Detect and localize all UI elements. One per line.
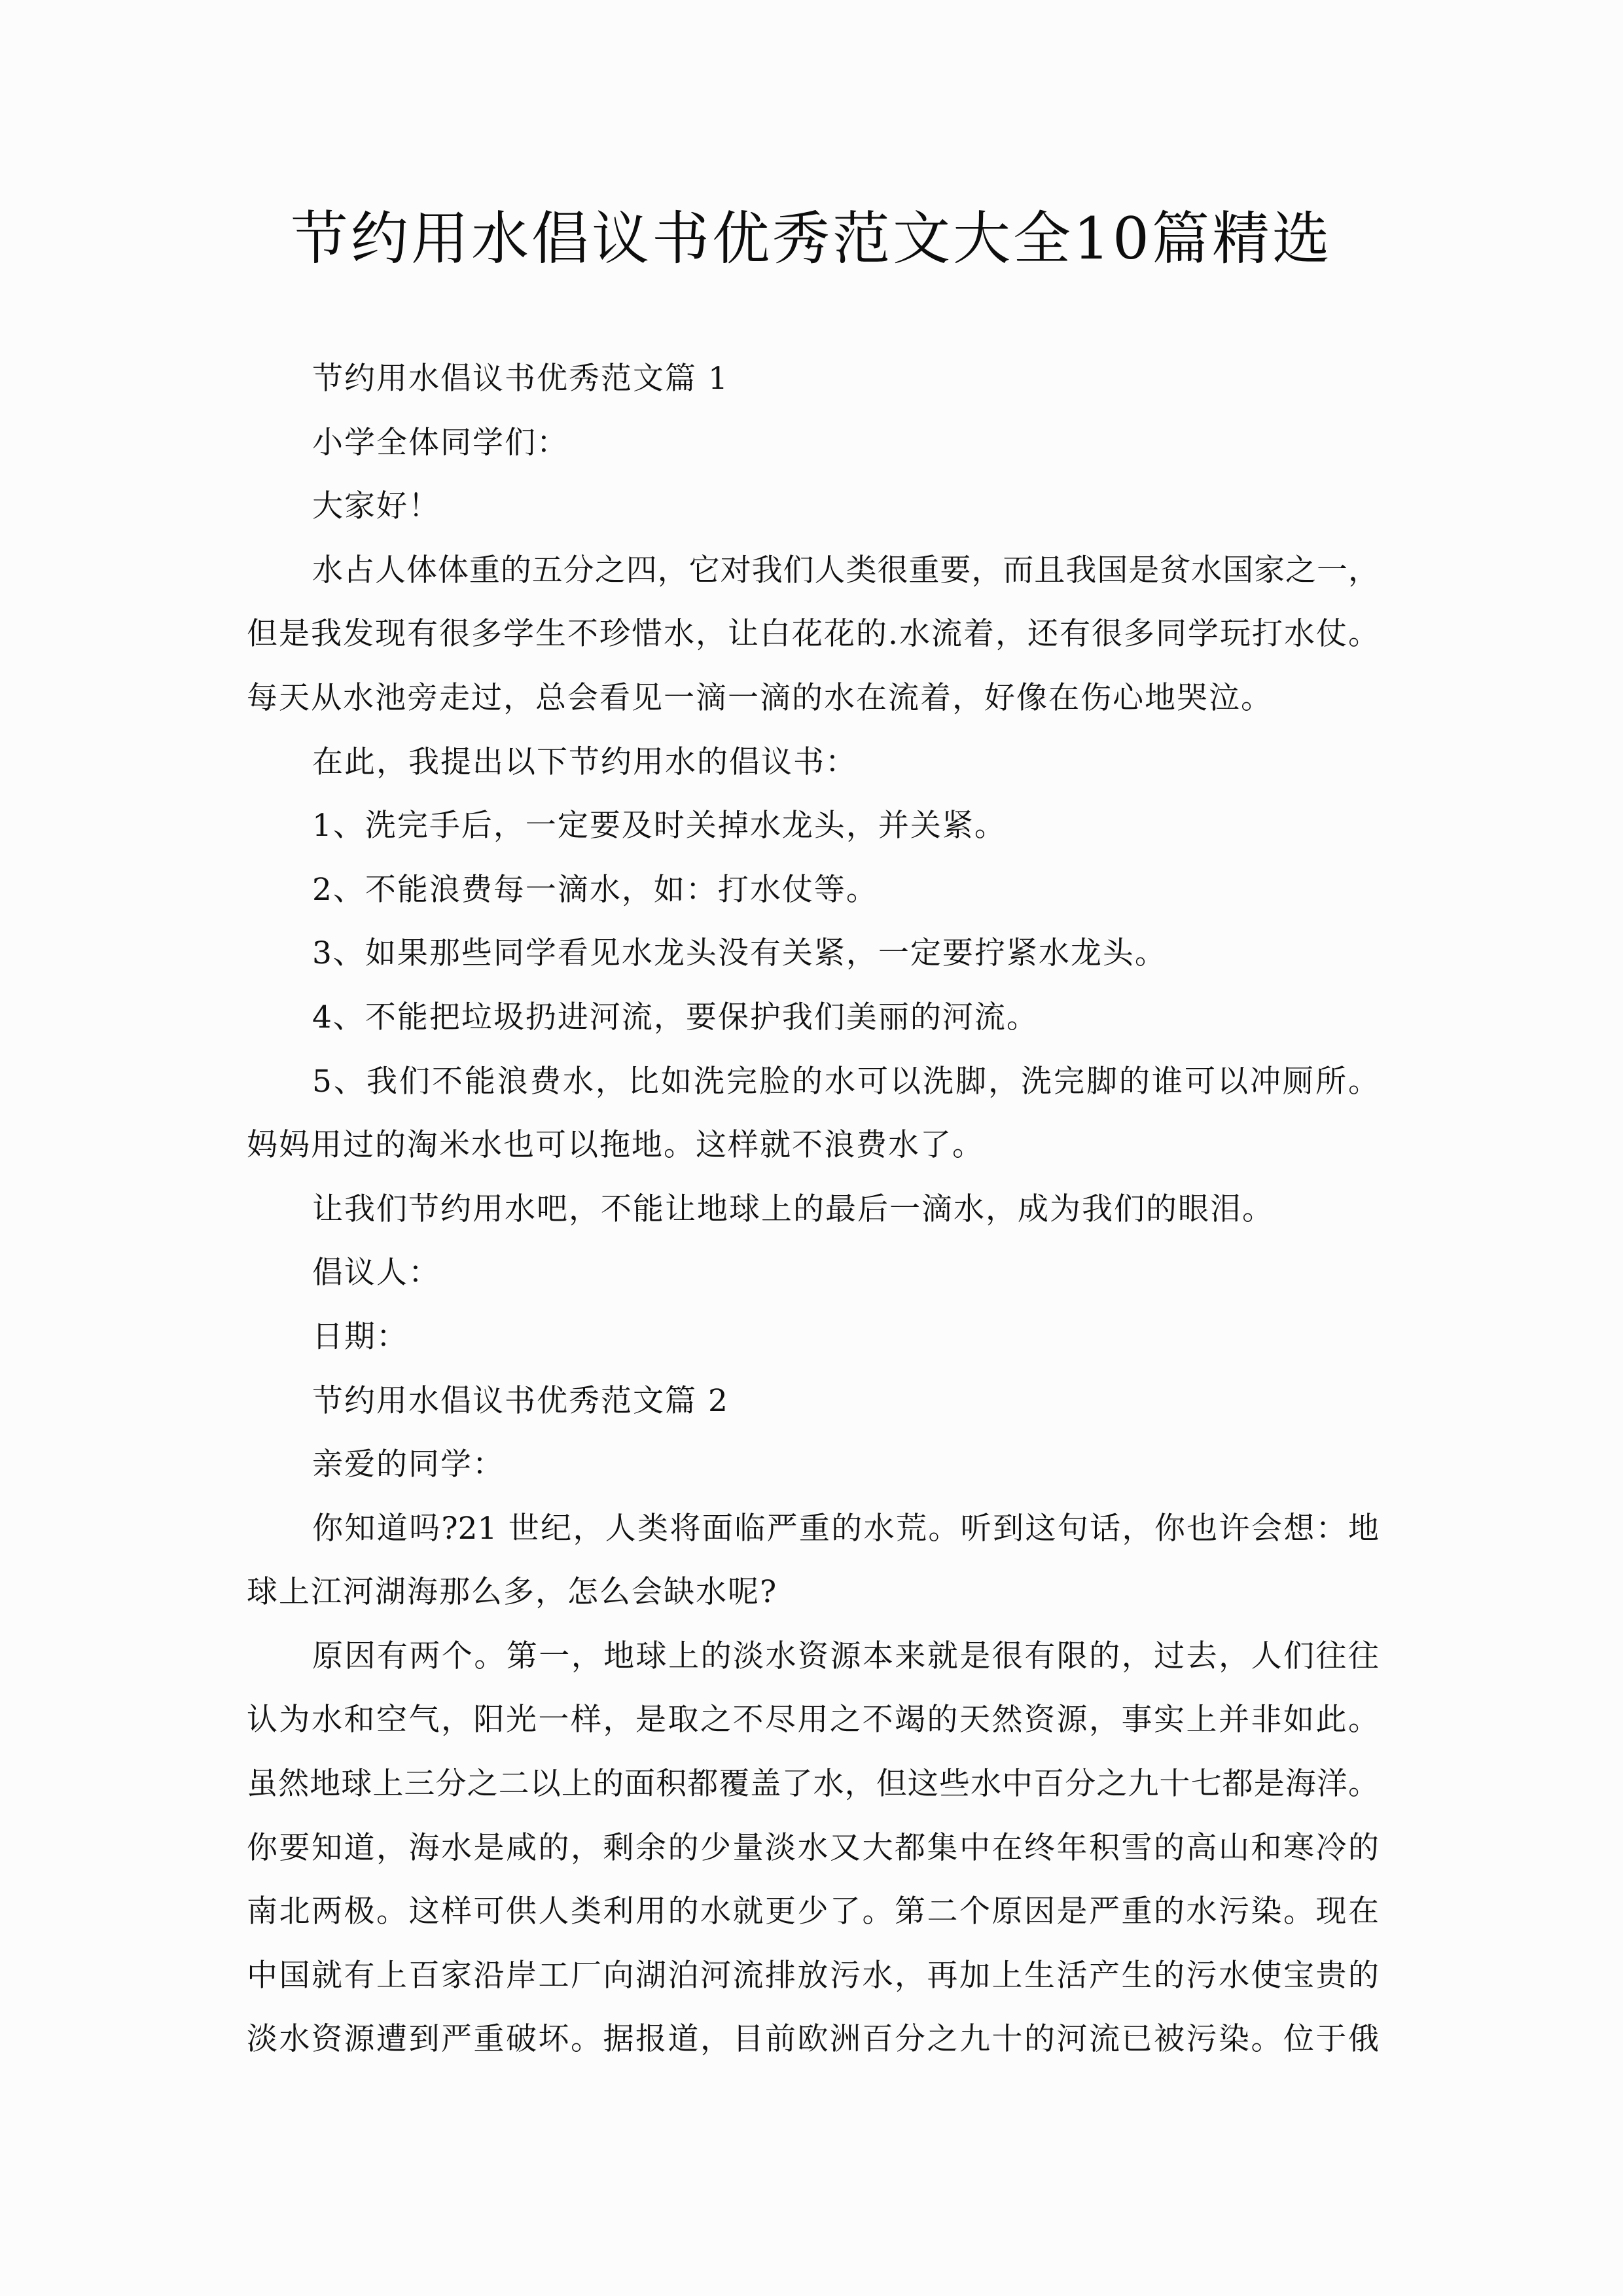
date-label: 日期： xyxy=(312,1318,408,1355)
list-item-2: 2、不能浪费每一滴水，如：打水仗等。 xyxy=(312,871,878,908)
salutation-2: 亲爱的同学： xyxy=(312,1446,505,1483)
paragraph-line: 你知道吗?21 世纪，人类将面临严重的水荒。听到这句话，你也许会想：地 xyxy=(312,1510,1379,1547)
document-body xyxy=(247,347,1379,2072)
paragraph-line: 让我们节约用水吧，不能让地球上的最后一滴水，成为我们的眼泪。 xyxy=(312,1191,1274,1227)
paragraph-line: 水占人体体重的五分之四，它对我们人类很重要，而且我国是贫水国家之一， xyxy=(312,552,1379,588)
paragraph-line: 中国就有上百家沿岸工厂向湖泊河流排放污水，再加上生活产生的污水使宝贵的 xyxy=(247,1957,1379,1994)
paragraph-line: 在此，我提出以下节约用水的倡议书： xyxy=(312,744,857,780)
section-heading-2: 节约用水倡议书优秀范文篇 2 xyxy=(312,1382,729,1419)
signature-label: 倡议人： xyxy=(312,1255,440,1291)
list-item-1: 1、洗完手后，一定要及时关掉水龙头，并关紧。 xyxy=(312,808,1007,844)
paragraph-line: 原因有两个。第一，地球上的淡水资源本来就是很有限的，过去，人们往往 xyxy=(312,1638,1379,1674)
paragraph-line: 虽然地球上三分之二以上的面积都覆盖了水，但这些水中百分之九十七都是海洋。 xyxy=(247,1766,1379,1803)
paragraph-line: 认为水和空气，阳光一样，是取之不尽用之不竭的天然资源，事实上并非如此。 xyxy=(247,1702,1379,1738)
document-title: 节约用水倡议书优秀范文大全10篇精选 xyxy=(291,205,1332,272)
list-item-5: 5、我们不能浪费水，比如洗完脸的水可以洗脚，洗完脚的谁可以冲厕所。 xyxy=(312,1063,1379,1100)
list-item-4: 4、不能把垃圾扔进河流，要保护我们美丽的河流。 xyxy=(312,999,1039,1035)
list-item-5-continued: 妈妈用过的淘米水也可以拖地。这样就不浪费水了。 xyxy=(247,1127,984,1164)
paragraph-line: 淡水资源遭到严重破坏。据报道，目前欧洲百分之九十的河流已被污染。位于俄 xyxy=(247,2021,1379,2058)
paragraph-line: 你要知道，海水是咸的，剩余的少量淡水又大都集中在终年积雪的高山和寒冷的 xyxy=(247,1829,1379,1866)
salutation-1: 小学全体同学们： xyxy=(312,424,569,461)
greeting-1: 大家好！ xyxy=(312,488,440,525)
paragraph-line: 球上江河湖海那么多，怎么会缺水呢? xyxy=(247,1574,778,1611)
paragraph-line: 南北两极。这样可供人类利用的水就更少了。第二个原因是严重的水污染。现在 xyxy=(247,1893,1379,1930)
paragraph-line: 但是我发现有很多学生不珍惜水，让白花花的.水流着，还有很多同学玩打水仗。 xyxy=(247,616,1379,653)
list-item-3: 3、如果那些同学看见水龙头没有关紧，一定要拧紧水龙头。 xyxy=(312,935,1167,972)
section-heading-1: 节约用水倡议书优秀范文篇 1 xyxy=(312,361,729,397)
paragraph-line: 每天从水池旁走过，总会看见一滴一滴的水在流着，好像在伤心地哭泣。 xyxy=(247,679,1273,716)
